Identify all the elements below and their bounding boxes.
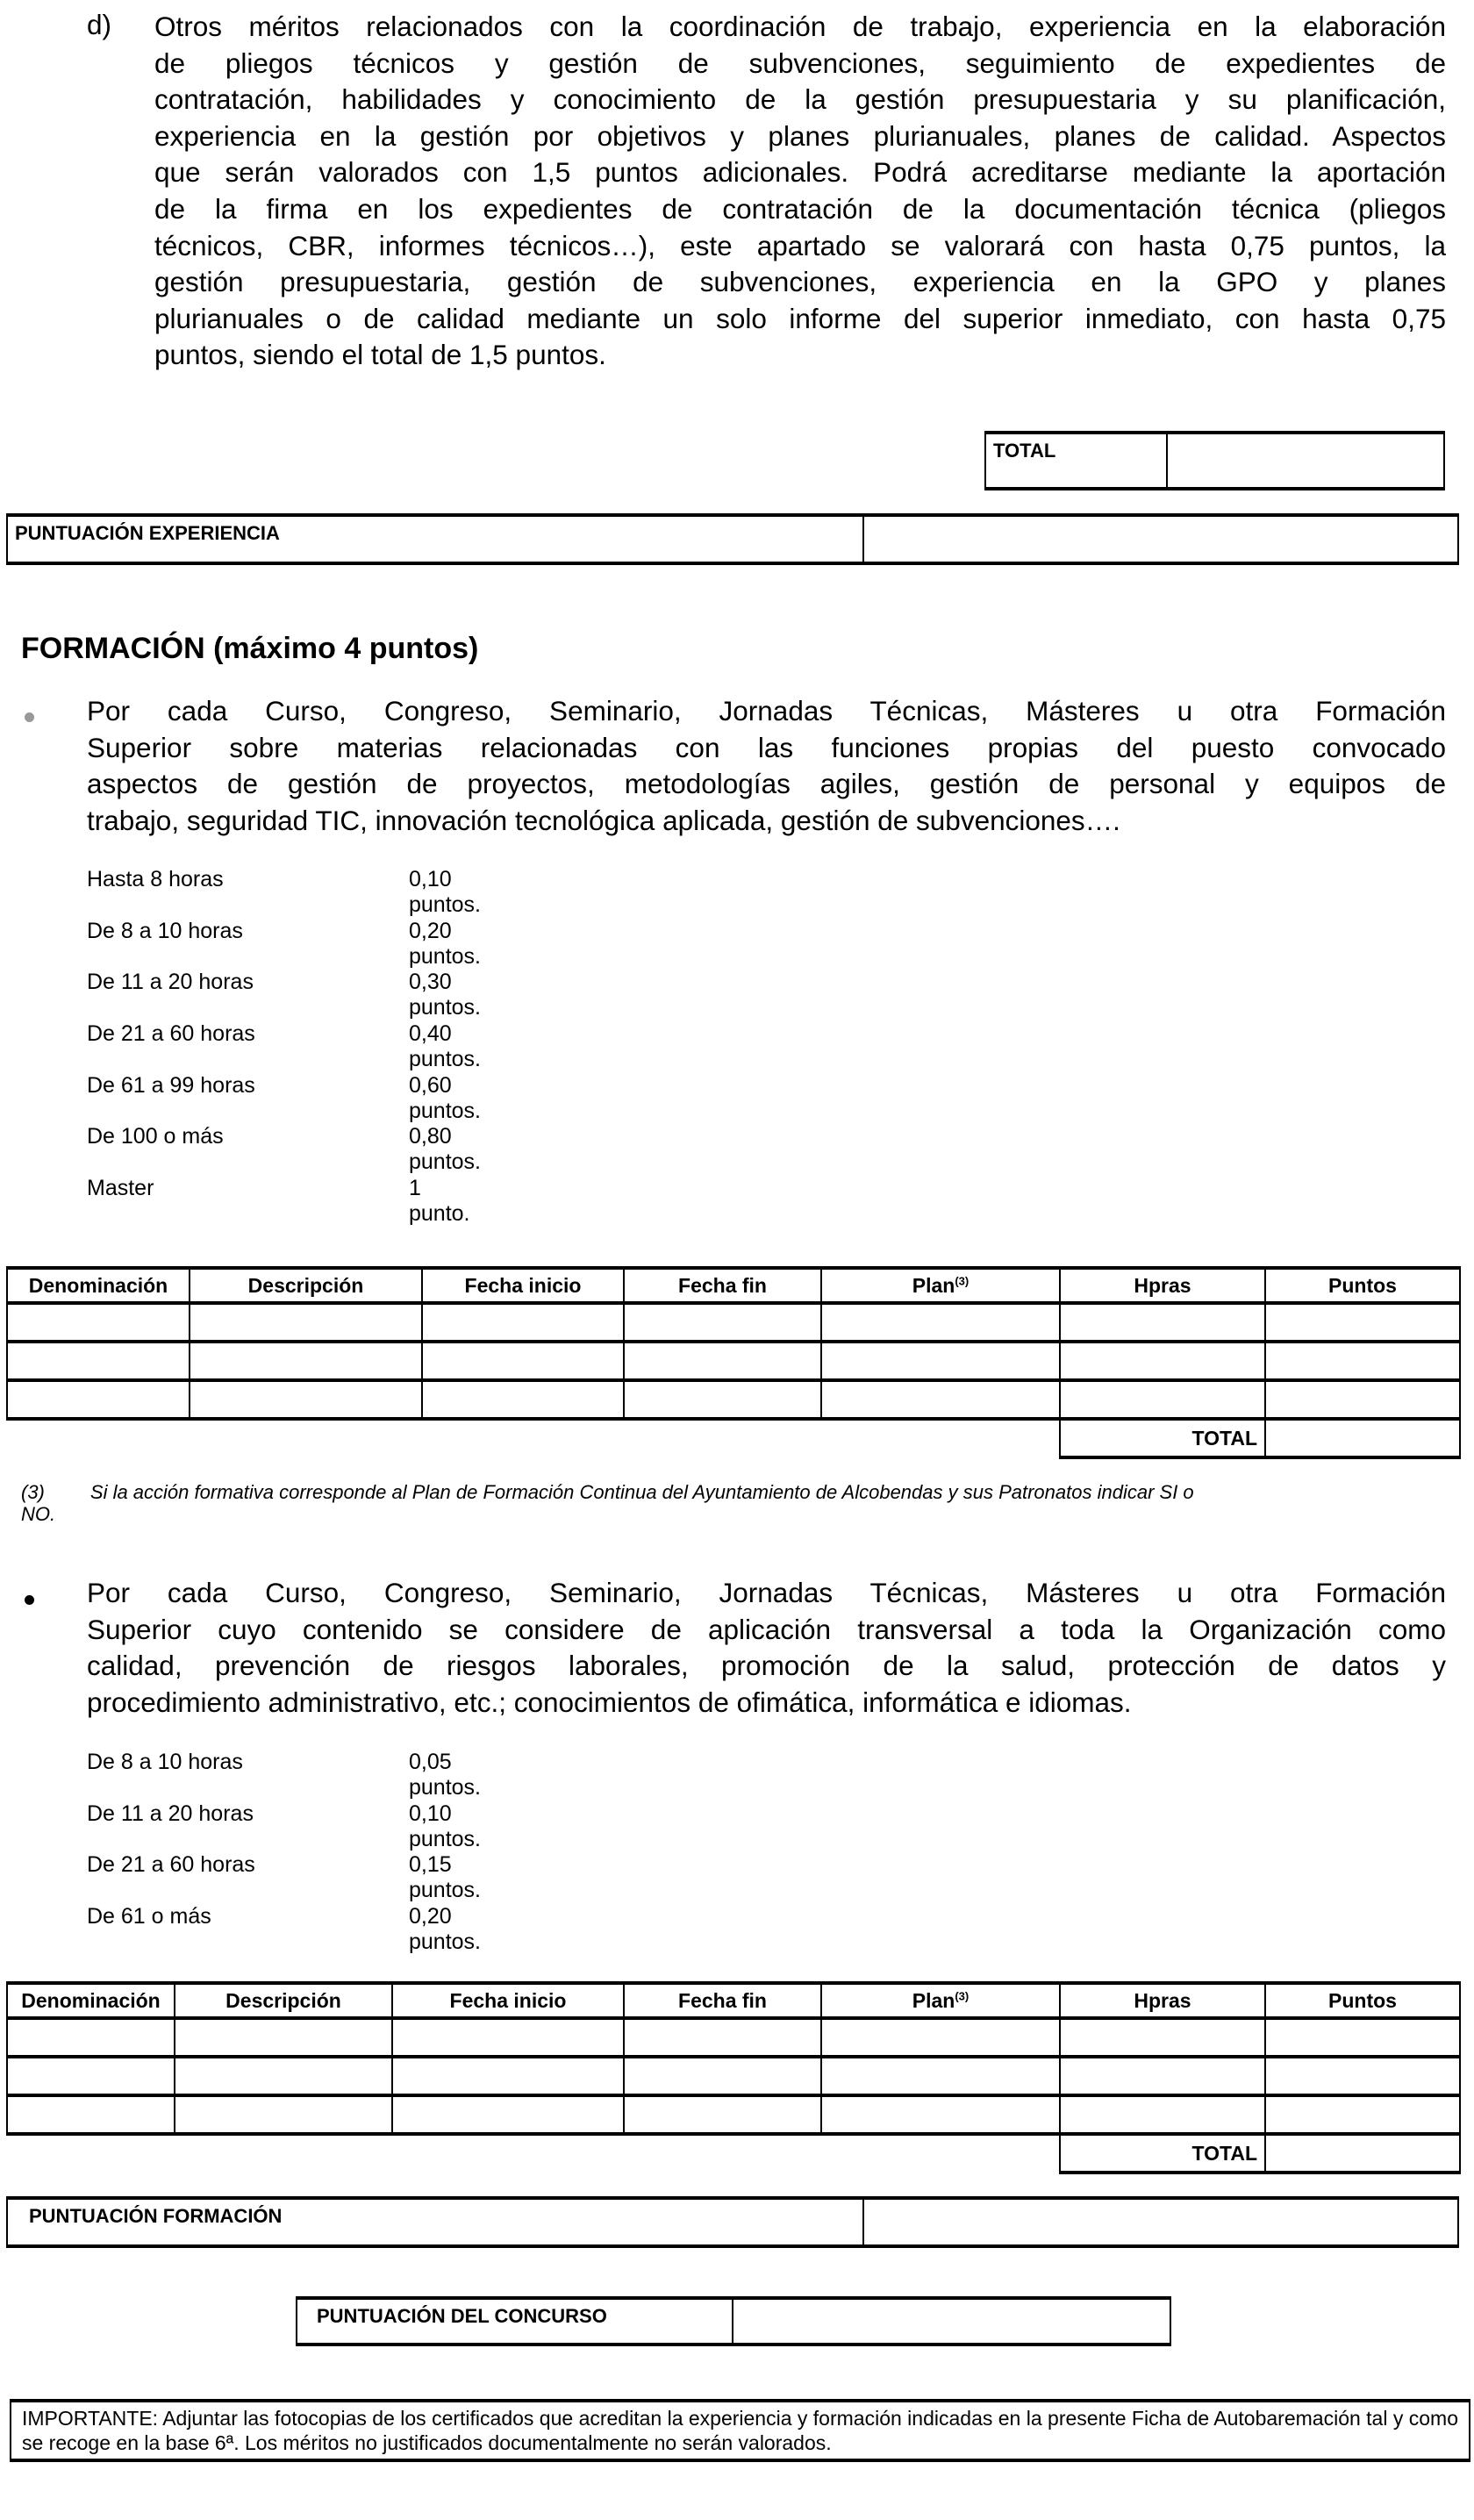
table-cell[interactable] bbox=[821, 1380, 1060, 1419]
points-value: 0,15 puntos. bbox=[409, 1852, 482, 1903]
paragraph-line: técnicos, CBR, informes técnicos…), este apartado se valorará con hasta 0,75 puntos, la bbox=[154, 229, 1446, 261]
table-header-row bbox=[7, 1268, 1460, 1303]
table-cell[interactable] bbox=[821, 2057, 1060, 2095]
hours-scale-row bbox=[87, 1904, 482, 1956]
paragraph-line: aspectos de gestión de proyectos, metodologías agiles, gestión de personal y equipos de bbox=[87, 768, 1446, 800]
hours-scale-row bbox=[87, 1072, 482, 1125]
puntuacion-formacion-label: PUNTUACIÓN FORMACIÓN bbox=[8, 2200, 864, 2244]
total-value-field[interactable] bbox=[1168, 434, 1443, 487]
column-header-label: Fecha fin bbox=[678, 1273, 767, 1297]
table-cell[interactable] bbox=[175, 2018, 392, 2057]
table-cell[interactable] bbox=[1265, 2095, 1460, 2134]
table-cell[interactable] bbox=[624, 2057, 821, 2095]
total-experience-box bbox=[984, 431, 1445, 490]
table-cell[interactable] bbox=[1265, 2057, 1460, 2095]
table-cell[interactable] bbox=[422, 1303, 624, 1342]
table-row bbox=[7, 1380, 1460, 1419]
table-cell[interactable] bbox=[1060, 1380, 1265, 1419]
total-label: TOTAL bbox=[1060, 2134, 1265, 2173]
column-header-label: Hpras bbox=[1134, 1273, 1191, 1297]
hours-range: Hasta 8 horas bbox=[87, 867, 224, 891]
table-cell[interactable] bbox=[1060, 1342, 1265, 1380]
table-cell[interactable] bbox=[821, 2018, 1060, 2057]
paragraph-line: Por cada Curso, Congreso, Seminario, Jornadas Técnicas, Másteres u otra Formación bbox=[87, 1577, 1446, 1608]
total-label: TOTAL bbox=[986, 434, 1168, 487]
points-value: 0,10 puntos. bbox=[409, 1801, 482, 1851]
table-cell[interactable] bbox=[7, 1303, 190, 1342]
column-header bbox=[1265, 1983, 1460, 2018]
column-header bbox=[190, 1268, 422, 1303]
column-header-label: Descripción bbox=[225, 1988, 341, 2012]
footnote-text: Si la acción formativa corresponde al Plan de Formación Continua del Ayuntamiento de Alcobendas y sus Patronatos indicar SI o bbox=[89, 1481, 1194, 1503]
hours-range: De 11 a 20 horas bbox=[87, 970, 254, 995]
paragraph-line: que serán valorados con 1,5 puntos adicionales. Podrá acreditarse mediante la aportación bbox=[154, 156, 1446, 189]
formacion-heading: FORMACIÓN (máximo 4 puntos) bbox=[21, 632, 479, 665]
column-header-label: Puntos bbox=[1328, 1273, 1397, 1297]
table-cell[interactable] bbox=[190, 1303, 422, 1342]
total-label: TOTAL bbox=[1060, 1419, 1265, 1457]
hours-range: De 21 a 60 horas bbox=[87, 1021, 255, 1047]
column-header bbox=[175, 1983, 392, 2018]
hours-range: Master bbox=[87, 1176, 154, 1201]
table-cell[interactable] bbox=[7, 2057, 175, 2095]
table-header-row bbox=[7, 1983, 1460, 2018]
hours-range: De 21 a 60 horas bbox=[87, 1852, 255, 1878]
hours-scale-row bbox=[87, 1021, 482, 1073]
column-header-label: Plan bbox=[912, 1988, 955, 2012]
paragraph-line: Superior cuyo contenido se considere de aplicación transversal a toda la Organización como bbox=[87, 1613, 1446, 1645]
puntuacion-experiencia-box bbox=[6, 513, 1459, 565]
table-cell[interactable] bbox=[821, 1342, 1060, 1380]
footnote-ref: (3) bbox=[955, 1273, 970, 1287]
importante-label: IMPORTANTE: bbox=[22, 2407, 159, 2430]
hours-scale-row bbox=[87, 918, 482, 970]
table-cell[interactable] bbox=[821, 2095, 1060, 2134]
column-header-label: Plan bbox=[912, 1273, 955, 1297]
paragraph-line: de la firma en los expedientes de contratación de la documentación técnica (pliegos bbox=[154, 192, 1446, 225]
table-cell[interactable] bbox=[1265, 2018, 1460, 2057]
spacer bbox=[7, 2134, 1060, 2173]
points-value: 0,10 puntos. bbox=[409, 867, 482, 917]
points-value: 0,80 puntos. bbox=[409, 1124, 482, 1175]
paragraph-line: puntos, siendo el total de 1,5 puntos. bbox=[154, 339, 606, 371]
table-cell[interactable] bbox=[1265, 1342, 1460, 1380]
importante-text: Adjuntar las fotocopias de los certificados que acreditan la experiencia y formación indicadas en la presente Ficha de Autobaremación tal y como se recoge en la base 6ª. Los méritos no justificados documentalmente no serán valorados. bbox=[22, 2407, 1458, 2454]
table-cell[interactable] bbox=[624, 2018, 821, 2057]
bullet2-hours-scale bbox=[87, 1750, 482, 1956]
table-row bbox=[7, 2057, 1460, 2095]
bullet-icon bbox=[25, 1595, 34, 1605]
table-cell[interactable] bbox=[190, 1380, 422, 1419]
points-value: 0,05 puntos. bbox=[409, 1750, 482, 1800]
column-header bbox=[624, 1983, 821, 2018]
hours-scale-row bbox=[87, 970, 482, 1021]
table-cell[interactable] bbox=[624, 1380, 821, 1419]
table-cell[interactable] bbox=[1265, 1303, 1460, 1342]
column-header bbox=[1060, 1268, 1265, 1303]
column-header bbox=[821, 1983, 1060, 2018]
paragraph-line: Otros méritos relacionados con la coordinación de trabajo, experiencia en la elaboración bbox=[154, 11, 1446, 42]
paragraph-line: de pliegos técnicos y gestión de subvenciones, seguimiento de expedientes de bbox=[154, 47, 1446, 79]
table-row bbox=[7, 2018, 1460, 2057]
column-header bbox=[1060, 1983, 1265, 2018]
table-cell[interactable] bbox=[7, 1342, 190, 1380]
table-cell[interactable] bbox=[7, 2095, 175, 2134]
column-header bbox=[422, 1268, 624, 1303]
table-cell[interactable] bbox=[1060, 2095, 1265, 2134]
puntuacion-concurso-box bbox=[296, 2296, 1171, 2346]
column-header-label: Fecha inicio bbox=[464, 1273, 582, 1297]
puntuacion-concurso-label: PUNTUACIÓN DEL CONCURSO bbox=[297, 2300, 733, 2343]
points-value: 0,20 puntos. bbox=[409, 918, 482, 969]
table-cell[interactable] bbox=[1060, 1303, 1265, 1342]
puntuacion-formacion-box bbox=[6, 2196, 1459, 2248]
paragraph-line: calidad, prevención de riesgos laborales, promoción de la salud, protección de datos y bbox=[87, 1650, 1446, 1682]
hours-scale-row bbox=[87, 1124, 482, 1176]
hours-scale-row bbox=[87, 1750, 482, 1801]
column-header-label: Descripción bbox=[247, 1273, 364, 1297]
column-header bbox=[624, 1268, 821, 1303]
hours-range: De 100 o más bbox=[87, 1124, 224, 1149]
hours-range: De 8 a 10 horas bbox=[87, 1750, 243, 1774]
points-value: 0,60 puntos. bbox=[409, 1072, 482, 1123]
points-value: 1 punto. bbox=[409, 1176, 470, 1227]
table-cell[interactable] bbox=[821, 1303, 1060, 1342]
hours-scale-row bbox=[87, 1852, 482, 1904]
table-cell[interactable] bbox=[392, 2018, 624, 2057]
footnote-marker: (3) bbox=[21, 1481, 45, 1503]
table-cell[interactable] bbox=[624, 2095, 821, 2134]
total-value-field[interactable] bbox=[1265, 1419, 1460, 1457]
paragraph-line: plurianuales o de calidad mediante un solo informe del superior inmediato, con hasta 0,75 bbox=[154, 302, 1446, 334]
footnote-text-2: NO. bbox=[21, 1503, 56, 1525]
table-cell[interactable] bbox=[392, 2057, 624, 2095]
hours-range: De 61 a 99 horas bbox=[87, 1072, 255, 1098]
paragraph-line: experiencia en la gestión por objetivos y planes plurianuales, planes de calidad. Aspectos bbox=[154, 119, 1446, 152]
bullet2-paragraph bbox=[87, 1575, 1446, 1721]
paragraph-line: Superior sobre materias relacionadas con las funciones propias del puesto convocado bbox=[87, 731, 1446, 763]
column-header bbox=[821, 1268, 1060, 1303]
column-header bbox=[392, 1983, 624, 2018]
points-value: 0,30 puntos. bbox=[409, 970, 482, 1020]
paragraph-line: trabajo, seguridad TIC, innovación tecnológica aplicada, gestión de subvenciones…. bbox=[87, 804, 1120, 836]
points-value: 0,20 puntos. bbox=[409, 1904, 482, 1955]
bullet-icon bbox=[25, 712, 34, 722]
table-cell[interactable] bbox=[1265, 1380, 1460, 1419]
table-row bbox=[7, 1342, 1460, 1380]
puntuacion-concurso-field[interactable] bbox=[733, 2300, 1170, 2343]
hours-range: De 8 a 10 horas bbox=[87, 918, 243, 943]
column-header bbox=[7, 1983, 175, 2018]
table-cell[interactable] bbox=[624, 1303, 821, 1342]
hours-scale-row bbox=[87, 1801, 482, 1853]
table-cell[interactable] bbox=[392, 2095, 624, 2134]
formacion-table-2 bbox=[6, 1981, 1461, 2174]
item-d-paragraph bbox=[154, 9, 1446, 374]
table-cell[interactable] bbox=[422, 1380, 624, 1419]
paragraph-line: Por cada Curso, Congreso, Seminario, Jornadas Técnicas, Másteres u otra Formación bbox=[87, 695, 1446, 727]
hours-scale-row bbox=[87, 1176, 470, 1228]
table-cell[interactable] bbox=[175, 2057, 392, 2095]
table-cell[interactable] bbox=[7, 2018, 175, 2057]
table-total-row bbox=[7, 1419, 1460, 1457]
column-header-label: Fecha fin bbox=[678, 1988, 767, 2012]
table-total-row bbox=[7, 2134, 1460, 2173]
table-cell[interactable] bbox=[422, 1342, 624, 1380]
footnote-ref: (3) bbox=[955, 1988, 970, 2002]
spacer bbox=[7, 1419, 1060, 1457]
hours-range: De 11 a 20 horas bbox=[87, 1801, 254, 1826]
column-header-label: Hpras bbox=[1134, 1988, 1191, 2012]
column-header bbox=[1265, 1268, 1460, 1303]
table-cell[interactable] bbox=[1060, 2018, 1265, 2057]
hours-range: De 61 o más bbox=[87, 1904, 211, 1929]
paragraph-line: contratación, habilidades y conocimiento de la gestión presupuestaria y su planificación, bbox=[154, 83, 1446, 116]
column-header bbox=[7, 1268, 190, 1303]
importante-notice bbox=[10, 2399, 1470, 2462]
footnote bbox=[21, 1481, 1194, 1525]
table-row bbox=[7, 2095, 1460, 2134]
formacion-table-1 bbox=[6, 1266, 1461, 1459]
column-header-label: Fecha inicio bbox=[449, 1988, 567, 2012]
table-cell[interactable] bbox=[7, 1380, 190, 1419]
table-cell[interactable] bbox=[175, 2095, 392, 2134]
paragraph-line: gestión presupuestaria, gestión de subvenciones, experiencia en la GPO y planes bbox=[154, 266, 1446, 298]
puntuacion-experiencia-field[interactable] bbox=[864, 517, 1457, 562]
table-cell[interactable] bbox=[190, 1342, 422, 1380]
column-header-label: Puntos bbox=[1328, 1988, 1397, 2012]
column-header-label: Denominación bbox=[21, 1988, 161, 2012]
points-value: 0,40 puntos. bbox=[409, 1021, 482, 1072]
item-d-marker: d) bbox=[87, 9, 112, 40]
bullet1-hours-scale bbox=[87, 867, 482, 1228]
table-cell[interactable] bbox=[624, 1342, 821, 1380]
hours-scale-row bbox=[87, 867, 482, 919]
table-cell[interactable] bbox=[1060, 2057, 1265, 2095]
table-row bbox=[7, 1303, 1460, 1342]
paragraph-line: procedimiento administrativo, etc.; conocimientos de ofimática, informática e idiomas. bbox=[87, 1686, 1132, 1718]
puntuacion-formacion-field[interactable] bbox=[864, 2200, 1457, 2244]
bullet1-paragraph bbox=[87, 693, 1446, 839]
puntuacion-experiencia-label: PUNTUACIÓN EXPERIENCIA bbox=[8, 517, 864, 562]
total-value-field[interactable] bbox=[1265, 2134, 1460, 2173]
column-header-label: Denominación bbox=[28, 1273, 168, 1297]
